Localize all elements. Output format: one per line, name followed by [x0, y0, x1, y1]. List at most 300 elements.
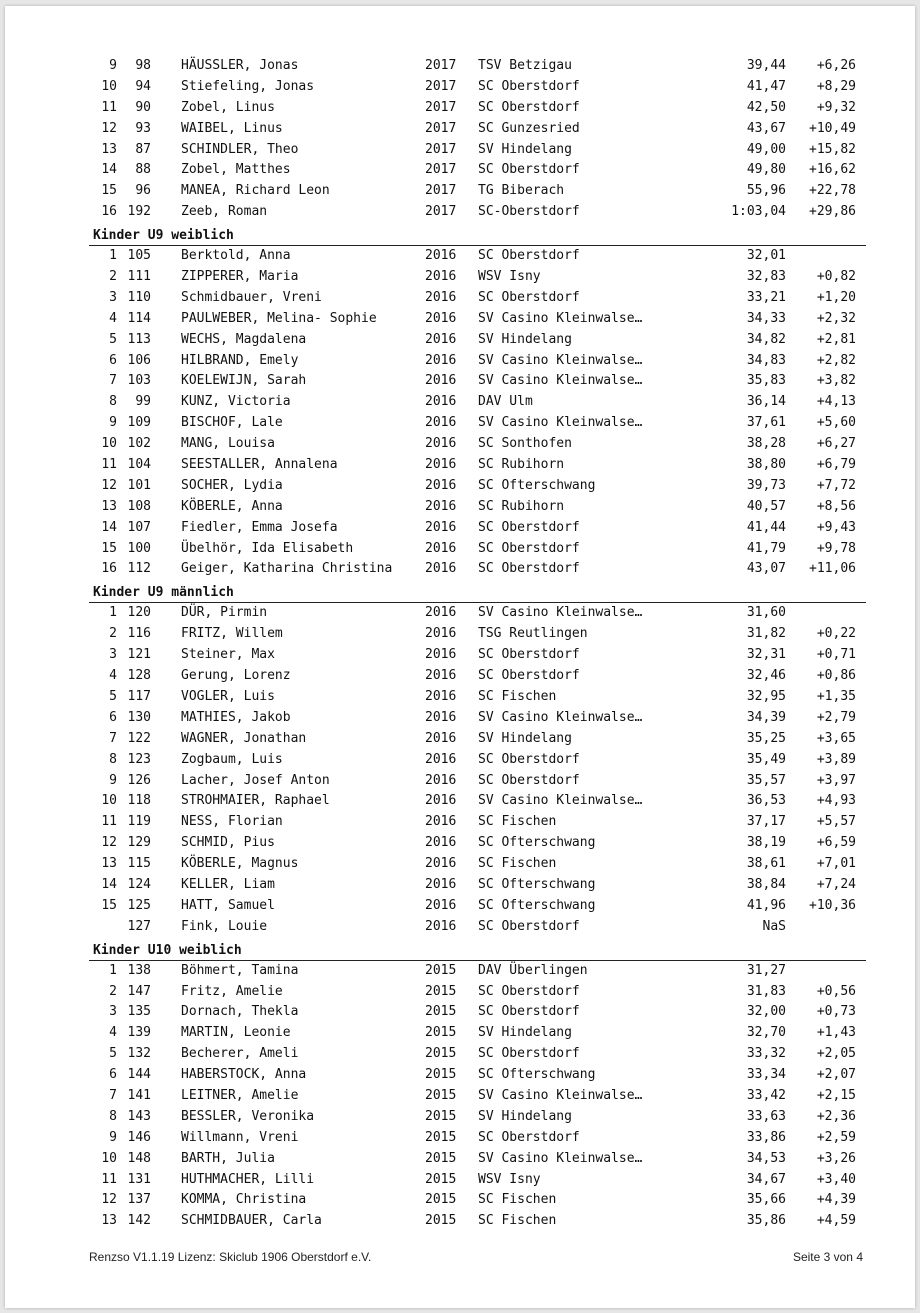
result-bib: 102	[127, 436, 151, 452]
result-rank: 11	[101, 457, 117, 473]
result-bib: 119	[127, 814, 151, 830]
result-time: 34,67	[746, 1171, 786, 1187]
result-diff: +7,72	[816, 477, 856, 493]
result-time: NaS	[762, 918, 786, 934]
result-name: VOGLER, Luis	[181, 688, 275, 704]
result-club: WSV Isny	[478, 1171, 541, 1187]
result-time: 32,95	[746, 688, 786, 704]
result-bib: 114	[127, 310, 151, 326]
result-year: 2016	[425, 668, 457, 684]
document-page	[5, 6, 915, 1308]
result-name: DÜR, Pirmin	[181, 605, 268, 621]
result-diff: +1,43	[816, 1025, 856, 1041]
result-diff: +6,59	[816, 835, 856, 851]
result-time: 38,84	[746, 876, 786, 892]
result-year: 2015	[425, 1067, 457, 1083]
result-bib: 98	[135, 58, 151, 73]
result-name: Böhmert, Tamina	[181, 962, 299, 978]
result-bib: 90	[135, 99, 151, 115]
result-time: 43,67	[746, 120, 786, 136]
result-time: 33,86	[746, 1129, 786, 1145]
result-diff: +5,57	[816, 814, 856, 830]
result-year: 2016	[425, 310, 457, 326]
result-club: SC Oberstdorf	[478, 668, 580, 684]
result-time: 33,34	[746, 1067, 786, 1083]
result-bib: 101	[127, 477, 151, 493]
result-year: 2016	[425, 561, 457, 577]
result-diff: +4,59	[816, 1213, 856, 1229]
result-year: 2016	[425, 436, 457, 452]
result-bib: 96	[135, 183, 151, 199]
result-bib: 99	[135, 394, 151, 410]
result-rank: 7	[109, 1087, 117, 1103]
result-rank: 12	[101, 1192, 117, 1208]
result-name: WECHS, Magdalena	[181, 331, 307, 347]
result-rank: 13	[101, 498, 117, 514]
result-name: MANG, Louisa	[181, 436, 275, 452]
result-year: 2016	[425, 772, 457, 788]
result-bib: 132	[127, 1046, 151, 1062]
result-time: 31,27	[746, 962, 786, 978]
result-diff: +7,01	[816, 856, 856, 872]
result-name: Steiner, Max	[181, 647, 275, 663]
result-bib: 148	[127, 1150, 151, 1166]
result-row	[89, 1065, 866, 1086]
result-club: TSG Reutlingen	[478, 626, 588, 642]
result-club: SC Oberstdorf	[478, 162, 580, 178]
result-name: KOMMA, Christina	[181, 1192, 307, 1208]
result-year: 2016	[425, 540, 457, 556]
result-time: 36,14	[746, 394, 786, 410]
result-year: 2017	[425, 183, 457, 199]
result-diff: +1,20	[816, 289, 856, 305]
result-bib: 103	[127, 373, 151, 389]
result-time: 35,49	[746, 751, 786, 767]
result-row	[89, 413, 866, 434]
result-row	[89, 666, 866, 687]
result-row	[89, 896, 866, 917]
result-diff: +3,40	[816, 1171, 856, 1187]
result-time: 35,66	[746, 1192, 786, 1208]
result-row	[89, 1044, 866, 1065]
result-diff: +1,35	[816, 688, 856, 704]
result-rank: 14	[101, 876, 117, 892]
result-bib: 124	[127, 876, 151, 892]
result-rank: 10	[101, 793, 117, 809]
result-bib: 146	[127, 1129, 151, 1145]
result-diff: +10,49	[809, 120, 856, 136]
result-rank: 9	[109, 58, 117, 73]
result-time: 32,00	[746, 1004, 786, 1020]
result-bib: 121	[127, 647, 151, 663]
result-club: SV Hindelang	[478, 141, 572, 157]
result-time: 34,53	[746, 1150, 786, 1166]
result-time: 49,00	[746, 141, 786, 157]
result-club: SV Hindelang	[478, 1025, 572, 1041]
result-club: SV Casino Kleinwalse…	[478, 709, 643, 725]
result-diff: +16,62	[809, 162, 856, 178]
result-name: ZIPPERER, Maria	[181, 269, 299, 285]
result-rank: 5	[109, 331, 117, 347]
result-time: 35,25	[746, 730, 786, 746]
result-diff: +4,39	[816, 1192, 856, 1208]
result-rank: 14	[101, 519, 117, 535]
result-year: 2016	[425, 751, 457, 767]
result-row	[89, 497, 866, 518]
result-rank: 15	[101, 897, 117, 913]
result-year: 2017	[425, 204, 457, 220]
result-name: SEESTALLER, Annalena	[181, 457, 338, 473]
result-row	[89, 982, 866, 1003]
result-name: Stiefeling, Jonas	[181, 78, 315, 94]
result-bib: 143	[127, 1108, 151, 1124]
result-rank: 2	[109, 269, 117, 285]
result-bib: 100	[127, 540, 151, 556]
result-row	[89, 645, 866, 666]
result-name: Lacher, Josef Anton	[181, 772, 330, 788]
result-row	[89, 812, 866, 833]
result-time: 33,42	[746, 1087, 786, 1103]
result-bib: 112	[127, 561, 151, 577]
result-rank: 2	[109, 626, 117, 642]
result-rank: 16	[101, 561, 117, 577]
result-diff: +2,36	[816, 1108, 856, 1124]
result-year: 2016	[425, 248, 457, 264]
result-rank: 7	[109, 373, 117, 389]
result-rank: 15	[101, 540, 117, 556]
result-time: 34,39	[746, 709, 786, 725]
result-bib: 88	[135, 162, 151, 178]
result-name: Berktold, Anna	[181, 248, 291, 264]
result-rank: 9	[109, 772, 117, 788]
result-diff: +2,59	[816, 1129, 856, 1145]
result-rank: 5	[109, 1046, 117, 1062]
result-year: 2016	[425, 709, 457, 725]
result-diff: +3,82	[816, 373, 856, 389]
result-name: LEITNER, Amelie	[181, 1087, 299, 1103]
result-diff: +6,79	[816, 457, 856, 473]
result-time: 1:03,04	[731, 204, 786, 220]
result-name: Zobel, Linus	[181, 99, 275, 115]
result-year: 2015	[425, 1087, 457, 1103]
result-name: HÄUSSLER, Jonas	[181, 58, 299, 73]
result-club: SC Oberstdorf	[478, 918, 580, 934]
result-bib: 142	[127, 1213, 151, 1229]
result-bib: 111	[127, 269, 151, 285]
result-time: 43,07	[746, 561, 786, 577]
result-rank: 6	[109, 1067, 117, 1083]
result-row	[89, 1023, 866, 1044]
result-name: BESSLER, Veronika	[181, 1108, 315, 1124]
result-club: SC Oberstdorf	[478, 1129, 580, 1145]
result-year: 2017	[425, 162, 457, 178]
result-diff: +4,13	[816, 394, 856, 410]
result-name: Geiger, Katharina Christina	[181, 561, 393, 577]
result-time: 35,86	[746, 1213, 786, 1229]
result-club: SC Oberstdorf	[478, 99, 580, 115]
result-diff: +15,82	[809, 141, 856, 157]
result-rank: 4	[109, 1025, 117, 1041]
result-club: SC Fischen	[478, 856, 557, 872]
result-rank: 1	[109, 962, 117, 978]
result-diff: +6,26	[816, 58, 856, 73]
result-time: 41,79	[746, 540, 786, 556]
result-rank: 8	[109, 394, 117, 410]
result-club: SC Ofterschwang	[478, 477, 596, 493]
category-heading: Kinder U10 weiblich	[89, 942, 866, 961]
result-diff: +4,93	[816, 793, 856, 809]
result-bib: 144	[127, 1067, 151, 1083]
result-row	[89, 392, 866, 413]
result-year: 2016	[425, 394, 457, 410]
result-bib: 117	[127, 688, 151, 704]
result-name: KÖBERLE, Magnus	[181, 856, 299, 872]
result-time: 33,63	[746, 1108, 786, 1124]
result-rank: 1	[109, 605, 117, 621]
result-name: SCHMIDBAUER, Carla	[181, 1213, 322, 1229]
result-bib: 123	[127, 751, 151, 767]
result-club: SV Casino Kleinwalse…	[478, 310, 643, 326]
result-year: 2016	[425, 289, 457, 305]
result-time: 49,80	[746, 162, 786, 178]
result-row	[89, 56, 866, 77]
result-diff: +9,78	[816, 540, 856, 556]
result-year: 2017	[425, 99, 457, 115]
result-row	[89, 351, 866, 372]
result-club: SC Fischen	[478, 688, 557, 704]
result-diff: +2,07	[816, 1067, 856, 1083]
result-name: HABERSTOCK, Anna	[181, 1067, 307, 1083]
result-year: 2017	[425, 58, 457, 73]
result-row	[89, 309, 866, 330]
result-bib: 94	[135, 78, 151, 94]
result-year: 2015	[425, 1213, 457, 1229]
result-bib: 93	[135, 120, 151, 136]
result-time: 41,44	[746, 519, 786, 535]
result-rank: 3	[109, 1004, 117, 1020]
result-bib: 141	[127, 1087, 151, 1103]
result-diff: +2,81	[816, 331, 856, 347]
result-row	[89, 854, 866, 875]
result-name: MATHIES, Jakob	[181, 709, 291, 725]
result-club: SV Casino Kleinwalse…	[478, 352, 643, 368]
result-club: SC Ofterschwang	[478, 1067, 596, 1083]
result-row	[89, 181, 866, 202]
result-time: 32,83	[746, 269, 786, 285]
result-time: 33,21	[746, 289, 786, 305]
result-name: WAGNER, Jonathan	[181, 730, 307, 746]
result-club: SC Oberstdorf	[478, 1004, 580, 1020]
result-rank: 14	[101, 162, 117, 178]
result-bib: 105	[127, 248, 151, 264]
result-club: SV Casino Kleinwalse…	[478, 793, 643, 809]
result-club: SV Hindelang	[478, 331, 572, 347]
result-club: SC Oberstdorf	[478, 248, 580, 264]
result-year: 2016	[425, 457, 457, 473]
result-name: Willmann, Vreni	[181, 1129, 299, 1145]
result-diff: +5,60	[816, 415, 856, 431]
result-row	[89, 708, 866, 729]
result-rank: 12	[101, 120, 117, 136]
result-name: Fink, Louie	[181, 918, 268, 934]
result-row	[89, 246, 866, 267]
result-year: 2016	[425, 498, 457, 514]
result-bib: 139	[127, 1025, 151, 1041]
result-club: SC Fischen	[478, 1192, 557, 1208]
result-row	[89, 1107, 866, 1128]
result-club: SV Hindelang	[478, 1108, 572, 1124]
result-club: SC Rubihorn	[478, 457, 565, 473]
result-rank: 3	[109, 289, 117, 305]
result-name: Übelhör, Ida Elisabeth	[181, 540, 354, 556]
result-time: 39,73	[746, 477, 786, 493]
result-year: 2016	[425, 519, 457, 535]
result-name: Gerung, Lorenz	[181, 668, 291, 684]
result-year: 2016	[425, 605, 457, 621]
category-heading: Kinder U9 männlich	[89, 584, 866, 603]
result-year: 2015	[425, 1150, 457, 1166]
result-name: SOCHER, Lydia	[181, 477, 283, 493]
result-club: SC Oberstdorf	[478, 1046, 580, 1062]
result-club: SC Oberstdorf	[478, 78, 580, 94]
result-year: 2016	[425, 477, 457, 493]
result-name: KÖBERLE, Anna	[181, 498, 283, 514]
result-year: 2016	[425, 373, 457, 389]
result-name: Fritz, Amelie	[181, 983, 283, 999]
result-row	[89, 833, 866, 854]
result-row	[89, 791, 866, 812]
result-row	[89, 330, 866, 351]
result-time: 33,32	[746, 1046, 786, 1062]
result-rank: 12	[101, 835, 117, 851]
result-row	[89, 119, 866, 140]
result-rank: 15	[101, 183, 117, 199]
result-diff: +11,06	[809, 561, 856, 577]
result-diff: +2,05	[816, 1046, 856, 1062]
result-rank: 5	[109, 688, 117, 704]
result-time: 39,44	[746, 58, 786, 73]
result-name: SCHMID, Pius	[181, 835, 275, 851]
result-diff: +29,86	[809, 204, 856, 220]
result-time: 41,96	[746, 897, 786, 913]
result-diff: +3,89	[816, 751, 856, 767]
result-rank: 1	[109, 248, 117, 264]
result-name: SCHINDLER, Theo	[181, 141, 299, 157]
result-bib: 125	[127, 897, 151, 913]
result-row	[89, 917, 866, 938]
result-bib: 110	[127, 289, 151, 305]
result-rank: 16	[101, 204, 117, 220]
result-time: 38,61	[746, 856, 786, 872]
result-bib: 87	[135, 141, 151, 157]
result-club: SC Oberstdorf	[478, 289, 580, 305]
result-year: 2016	[425, 688, 457, 704]
result-year: 2015	[425, 1192, 457, 1208]
footer-license: Renzso V1.1.19 Lizenz: Skiclub 1906 Oberstdorf e.V.	[89, 1250, 372, 1264]
result-rank: 9	[109, 415, 117, 431]
result-row	[89, 1002, 866, 1023]
result-year: 2015	[425, 1108, 457, 1124]
result-time: 35,83	[746, 373, 786, 389]
result-year: 2016	[425, 897, 457, 913]
result-diff: +0,86	[816, 668, 856, 684]
result-time: 34,33	[746, 310, 786, 326]
result-club: SC Oberstdorf	[478, 519, 580, 535]
result-club: SC Fischen	[478, 814, 557, 830]
result-bib: 138	[127, 962, 151, 978]
result-time: 38,80	[746, 457, 786, 473]
result-time: 55,96	[746, 183, 786, 199]
result-year: 2016	[425, 918, 457, 934]
result-time: 31,60	[746, 605, 786, 621]
result-row	[89, 1190, 866, 1211]
result-time: 38,19	[746, 835, 786, 851]
result-bib: 115	[127, 856, 151, 872]
result-diff: +3,65	[816, 730, 856, 746]
result-diff: +9,32	[816, 99, 856, 115]
result-club: SC Ofterschwang	[478, 876, 596, 892]
result-rank: 4	[109, 668, 117, 684]
result-year: 2016	[425, 876, 457, 892]
result-bib: 108	[127, 498, 151, 514]
result-rank: 9	[109, 1129, 117, 1145]
result-year: 2015	[425, 1171, 457, 1187]
result-year: 2016	[425, 269, 457, 285]
result-time: 38,28	[746, 436, 786, 452]
result-year: 2016	[425, 856, 457, 872]
result-bib: 126	[127, 772, 151, 788]
result-year: 2015	[425, 1046, 457, 1062]
result-bib: 107	[127, 519, 151, 535]
result-bib: 192	[127, 204, 151, 220]
result-year: 2015	[425, 1129, 457, 1145]
result-diff: +3,26	[816, 1150, 856, 1166]
result-club: TG Biberach	[478, 183, 565, 199]
result-row	[89, 98, 866, 119]
result-year: 2015	[425, 1025, 457, 1041]
result-row	[89, 267, 866, 288]
result-bib: 118	[127, 793, 151, 809]
result-bib: 131	[127, 1171, 151, 1187]
result-row	[89, 961, 866, 982]
result-rank: 10	[101, 78, 117, 94]
result-row	[89, 1211, 866, 1232]
result-diff: +22,78	[809, 183, 856, 199]
result-name: KELLER, Liam	[181, 876, 275, 892]
result-name: MARTIN, Leonie	[181, 1025, 291, 1041]
result-time: 34,83	[746, 352, 786, 368]
result-club: SV Casino Kleinwalse…	[478, 605, 643, 621]
result-name: MANEA, Richard Leon	[181, 183, 330, 199]
result-bib: 106	[127, 352, 151, 368]
result-diff: +8,29	[816, 78, 856, 94]
result-time: 34,82	[746, 331, 786, 347]
result-year: 2015	[425, 1004, 457, 1020]
result-name: Fiedler, Emma Josefa	[181, 519, 338, 535]
result-bib: 120	[127, 605, 151, 621]
result-time: 42,50	[746, 99, 786, 115]
result-row	[89, 624, 866, 645]
result-diff: +6,27	[816, 436, 856, 452]
result-diff: +2,32	[816, 310, 856, 326]
result-rank: 6	[109, 352, 117, 368]
result-rank: 6	[109, 709, 117, 725]
result-name: FRITZ, Willem	[181, 626, 283, 642]
result-diff: +2,82	[816, 352, 856, 368]
result-time: 36,53	[746, 793, 786, 809]
result-name: HATT, Samuel	[181, 897, 275, 913]
result-row	[89, 771, 866, 792]
